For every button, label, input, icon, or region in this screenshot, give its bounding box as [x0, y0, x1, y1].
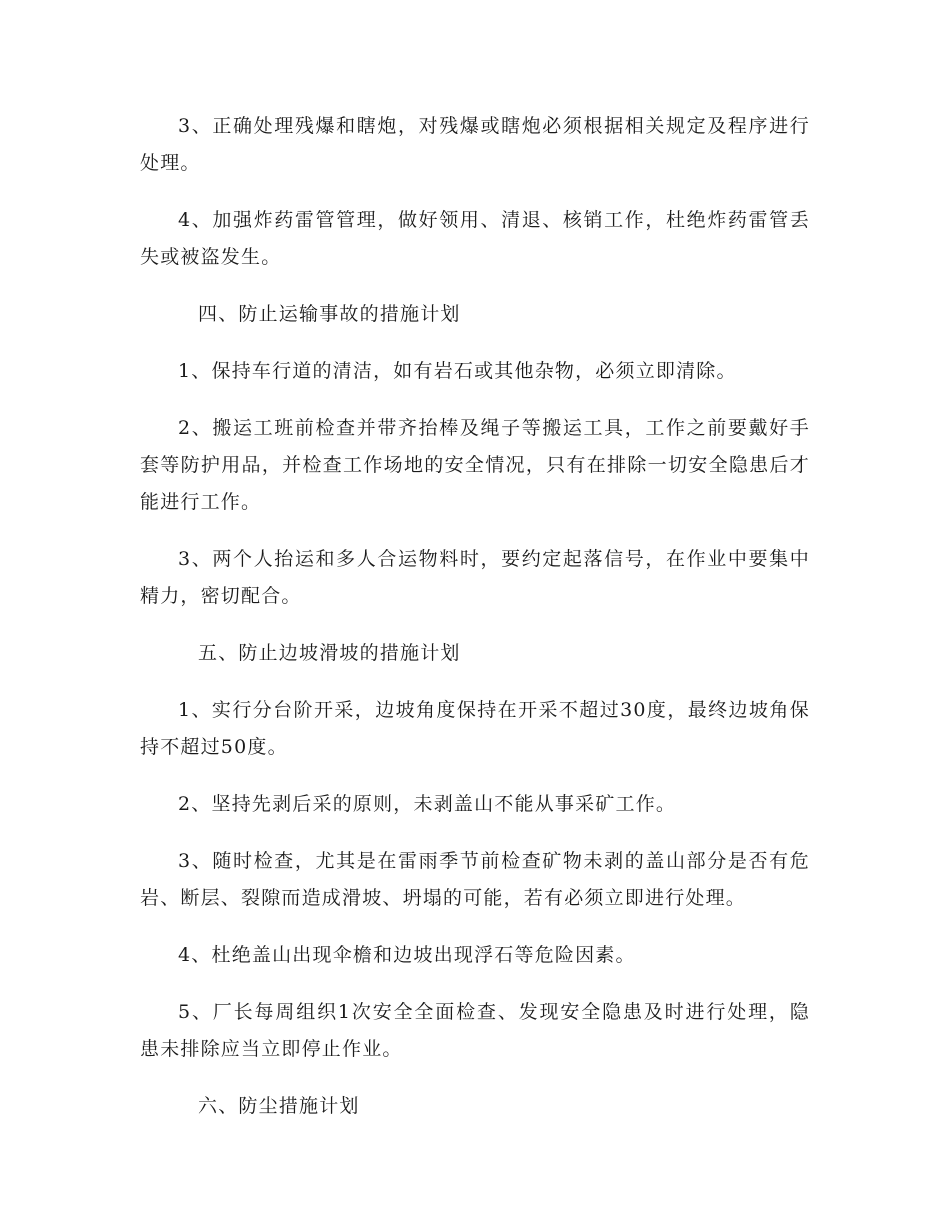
paragraph-bench-mining: 1、实行分台阶开采，边坡角度保持在开采不超过30度，最终边坡角保持不超过50度。	[140, 699, 810, 758]
section-heading-slope: 五、防止边坡滑坡的措施计划	[198, 642, 461, 664]
section-heading-dust: 六、防尘措施计划	[198, 1095, 360, 1117]
paragraph-weekly-check: 5、厂长每周组织1次安全全面检查、发现安全隐患及时进行处理，隐患未排除应当立即停止作业。	[140, 1001, 810, 1060]
section-heading-transport: 四、防止运输事故的措施计划	[198, 303, 461, 325]
paragraph-explosives-management: 4、加强炸药雷管管理，做好领用、清退、核销工作，杜绝炸药雷管丢失或被盗发生。	[140, 209, 810, 268]
document-body	[140, 108, 810, 1125]
paragraph-hazard-elimination: 4、杜绝盖山出现伞檐和边坡出现浮石等危险因素。	[178, 944, 636, 966]
paragraph-carrying-tools: 2、搬运工班前检查并带齐抬棒及绳子等搬运工具，工作之前要戴好手套等防护用品，并检查工作场地的安全情况，只有在排除一切安全隐患后才能进行工作。	[140, 417, 810, 513]
paragraph-strip-first: 2、坚持先剥后采的原则，未剥盖山不能从事采矿工作。	[178, 793, 677, 815]
paragraph-inspection: 3、随时检查，尤其是在雷雨季节前检查矿物未剥的盖山部分是否有危岩、断层、裂隙而造成滑坡、坍塌的可能，若有必须立即进行处理。	[140, 850, 810, 909]
paragraph-blasting-misfire: 3、正确处理残爆和瞎炮，对残爆或瞎炮必须根据相关规定及程序进行处理。	[140, 115, 810, 174]
paragraph-joint-carrying: 3、两个人抬运和多人合运物料时，要约定起落信号，在作业中要集中精力，密切配合。	[140, 548, 810, 607]
paragraph-road-cleaning: 1、保持车行道的清洁，如有岩石或其他杂物，必须立即清除。	[178, 360, 737, 382]
